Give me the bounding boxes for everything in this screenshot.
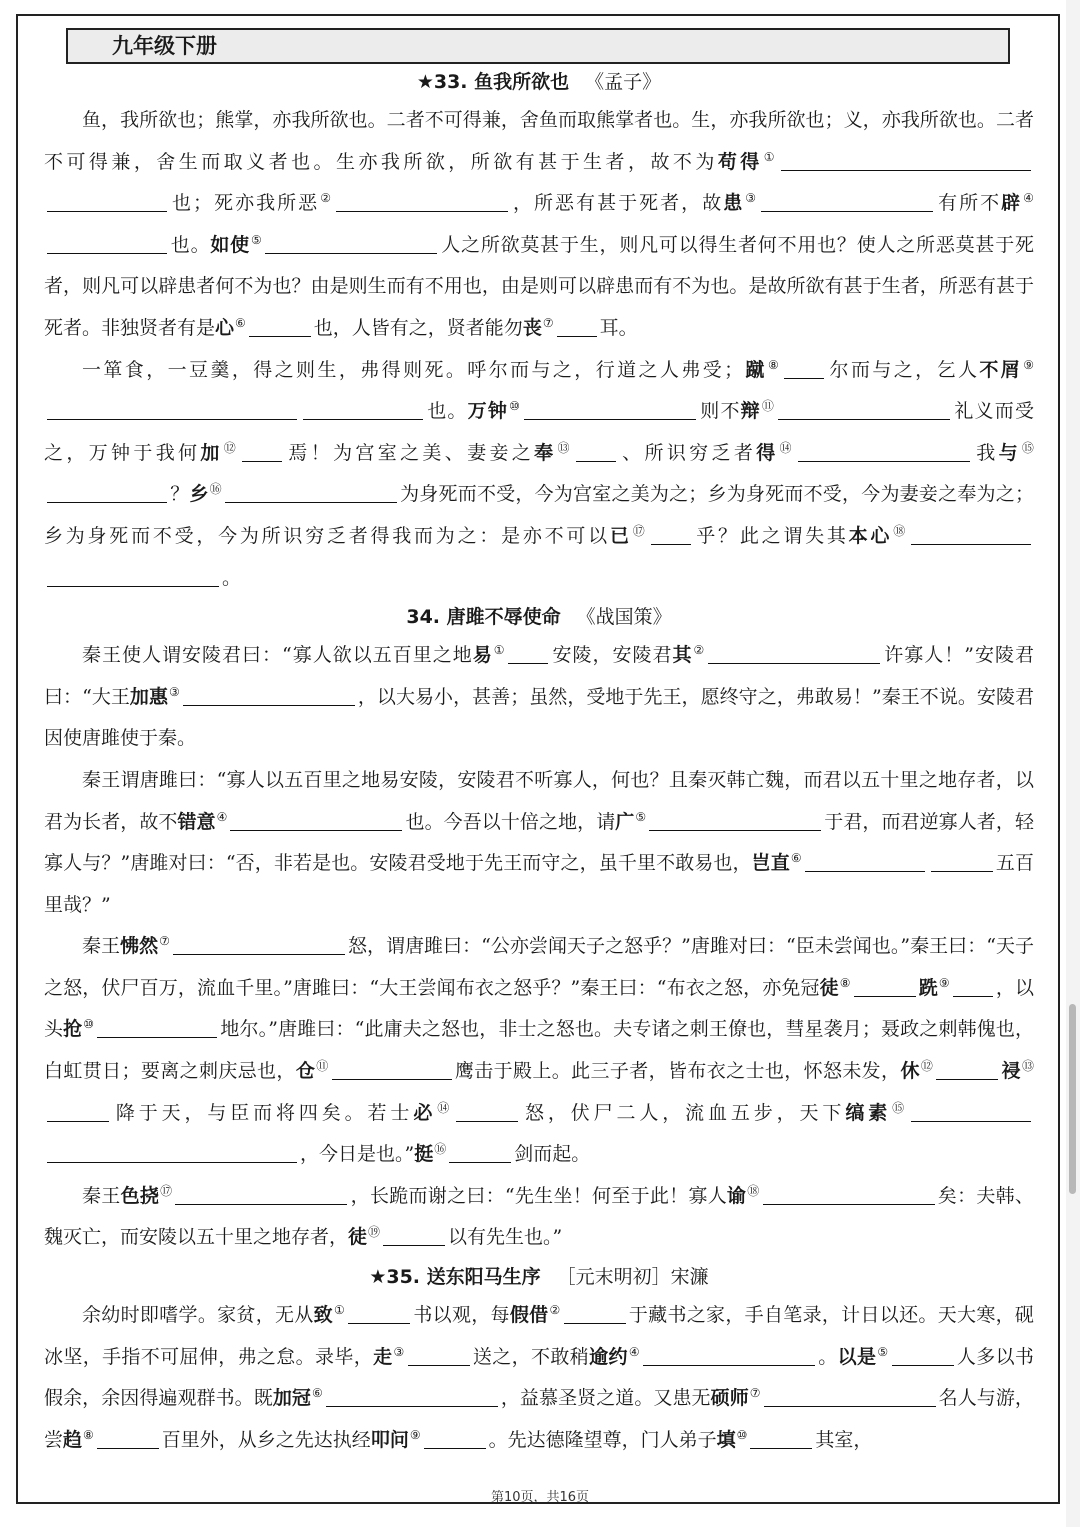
lesson-35-paragraph-1: 余幼时即嗜学。家贫，无从致① 书以观，每假借② 于藏书之家，手自笔录，计日以还。天大寒，砚冰坚，手指不可屈伸，弗之怠。录毕，走③ 送之，不敢稍逾约④ 。以是⑤ 人多以书假余，余因得遍观群书。既加冠⑥ ，益慕圣贤之道。又患无硕师⑦ 名人与游，尝趋⑧ 百里外，从乡之先达执经叩问⑨ 。先达德隆望尊，门人弟子填⑩ 其室， (44, 1303, 1034, 1451)
answer-blank[interactable] (383, 1226, 445, 1247)
answer-blank[interactable] (764, 1386, 936, 1407)
answer-blank[interactable] (408, 1345, 470, 1366)
answer-blank[interactable] (798, 441, 970, 462)
answer-blank[interactable] (778, 399, 950, 420)
lesson-34-paragraph-3: 秦王怫然⑦ 怒，谓唐雎曰：“公亦尝闻天子之怒乎？”唐雎对曰：“臣未尝闻也。”秦王曰：“天子之怒，伏尸百万，流血千里。”唐雎曰：“大王尝闻布衣之怒乎？”秦王曰：“布衣之怒，亦免冠徒⑧ 跣⑨ ，以头抢⑩ 地尔。”唐雎曰：“此庸夫之怒也，非士之怒也。夫专诸之刺王僚也，彗星袭月；聂政之刺韩傀也，白虹贯日；要离之刺庆忌也，仓⑪ 鹰击于殿上。此三子者，皆布衣之士也，怀怒未发，休⑫ 祲⑬降于天，与臣而将四矣。若士必⑭ 怒，伏尸二人，流血五步，天下缟素⑮，今日是也。”挺⑯ 剑而起。 (44, 934, 1034, 1166)
lesson-35-source: ［元末明初］宋濂 (556, 1266, 709, 1289)
answer-blank[interactable] (47, 566, 219, 587)
answer-blank[interactable] (508, 643, 548, 664)
answer-blank[interactable] (183, 685, 355, 706)
answer-blank[interactable] (249, 316, 311, 337)
answer-blank[interactable] (649, 810, 821, 831)
answer-blank[interactable] (936, 1059, 998, 1080)
answer-blank[interactable] (750, 1428, 812, 1449)
answer-blank[interactable] (348, 1303, 410, 1324)
answer-blank[interactable] (456, 1101, 518, 1122)
answer-blank[interactable] (763, 1184, 935, 1205)
lesson-34-name: 34. 唐雎不辱使命 (406, 606, 561, 629)
answer-blank[interactable] (47, 1142, 297, 1163)
answer-blank[interactable] (931, 851, 993, 872)
answer-blank[interactable] (326, 1386, 498, 1407)
answer-blank[interactable] (47, 191, 167, 212)
answer-blank[interactable] (449, 1142, 511, 1163)
lesson-34-paragraph-1: 秦王使人谓安陵君曰：“寡人欲以五百里之地易① 安陵，安陵君其② 许寡人！”安陵君曰：“大王加惠③ ，以大易小，甚善；虽然，受地于先王，愿终守之，弗敢易！”秦王不说。安陵君因使唐雎使于秦。 (44, 643, 1035, 750)
answer-blank[interactable] (854, 976, 916, 997)
answer-blank[interactable] (173, 934, 345, 955)
lesson-35-title (44, 1259, 1034, 1295)
lesson-33-paragraph-1: 鱼，我所欲也；熊掌，亦我所欲也。二者不可得兼，舍鱼而取熊掌者也。生，亦我所欲也；义，亦我所欲也。二者不可得兼，舍生而取义者也。生亦我所欲，所欲有甚于生者，故不为苟得①也；死亦我所恶② ，所恶有甚于死者，故患③ 有所不辟④也。如使⑤ 人之所欲莫甚于生，则凡可以得生者何不用也？使人之所恶莫甚于死者，则凡可以辟患者何不为也？由是则生而有不用也，由是则可以辟患而有不为也。是故所欲有甚于生者，所恶有甚于死者。非独贤者有是心⑥ 也，人皆有之，贤者能勿丧⑦ 耳。 (44, 109, 1034, 339)
scrollbar-track[interactable] (1066, 0, 1080, 1527)
page-number: 第10页，共16页 (490, 1490, 590, 1505)
lesson-33-title (44, 64, 1034, 100)
answer-blank[interactable] (424, 1428, 486, 1449)
answer-blank[interactable] (781, 150, 1031, 171)
answer-blank[interactable] (911, 524, 1031, 545)
answer-blank[interactable] (47, 399, 297, 420)
answer-blank[interactable] (557, 316, 597, 337)
answer-blank[interactable] (175, 1184, 347, 1205)
answer-blank[interactable] (336, 191, 508, 212)
page-content (44, 64, 1034, 1461)
answer-blank[interactable] (242, 441, 282, 462)
answer-blank[interactable] (265, 233, 437, 254)
answer-blank[interactable] (97, 1018, 217, 1039)
answer-blank[interactable] (230, 810, 402, 831)
answer-blank[interactable] (708, 643, 880, 664)
answer-blank[interactable] (332, 1059, 452, 1080)
answer-blank[interactable] (784, 358, 824, 379)
answer-blank[interactable] (953, 976, 993, 997)
answer-blank[interactable] (564, 1303, 626, 1324)
answer-blank[interactable] (576, 441, 616, 462)
answer-blank[interactable] (303, 399, 423, 420)
answer-blank[interactable] (225, 482, 397, 503)
scrollbar-thumb[interactable] (1069, 1004, 1076, 1194)
answer-blank[interactable] (651, 524, 691, 545)
lesson-34-source: 《战国策》 (576, 606, 672, 629)
answer-blank[interactable] (47, 233, 167, 254)
lesson-34-paragraph-4: 秦王色挠⑰ ，长跪而谢之曰：“先生坐！何至于此！寡人谕⑱ 矣：夫韩、魏灭亡，而安陵以五十里之地存者，徒⑲ 以有先生也。” (44, 1183, 1034, 1249)
answer-blank[interactable] (805, 851, 925, 872)
answer-blank[interactable] (47, 1101, 109, 1122)
lesson-33-name: ★33. 鱼我所欲也 (416, 71, 570, 93)
answer-blank[interactable] (911, 1101, 1031, 1122)
lesson-34-paragraph-2: 秦王谓唐雎曰：“寡人以五百里之地易安陵，安陵君不听寡人，何也？且秦灭韩亡魏，而君以五十里之地存者，以君为长者，故不错意④ 也。今吾以十倍之地，请广⑤ 于君，而君逆寡人者，轻寡人与？”唐雎对曰：“否，非若是也。安陵君受地于先王而守之，虽千里不敢易也，岂直⑥ 五百里哉？” (44, 768, 1034, 916)
lesson-33-source: 《孟子》 (585, 71, 662, 93)
answer-blank[interactable] (643, 1345, 815, 1366)
answer-blank[interactable] (97, 1428, 159, 1449)
answer-blank[interactable] (524, 399, 696, 420)
grade-header: 九年级下册 (66, 28, 1010, 64)
lesson-35-name: ★35. 送东阳马生序 (369, 1266, 541, 1289)
answer-blank[interactable] (47, 482, 167, 503)
lesson-34-title (44, 599, 1034, 635)
answer-blank[interactable] (761, 191, 933, 212)
lesson-33-paragraph-2: 一箪食，一豆羹，得之则生，弗得则死。呼尔而与之，行道之人弗受；蹴⑧ 尔而与之，乞人不屑⑨也。万钟⑩ 则不辩⑪ 礼义而受之，万钟于我何加⑫ 焉！为宫室之美、妻妾之奉⑬ 、所识穷乏者得⑭ 我与⑮？乡⑯ 为身死而不受，今为宫室之美为之；乡为身死而不受，今为妻妾之奉为之；乡为身死而不受，今为所识穷乏者得我而为之：是亦不可以已⑰ 乎？此之谓失其本心⑱。 (44, 357, 1034, 589)
answer-blank[interactable] (892, 1345, 954, 1366)
